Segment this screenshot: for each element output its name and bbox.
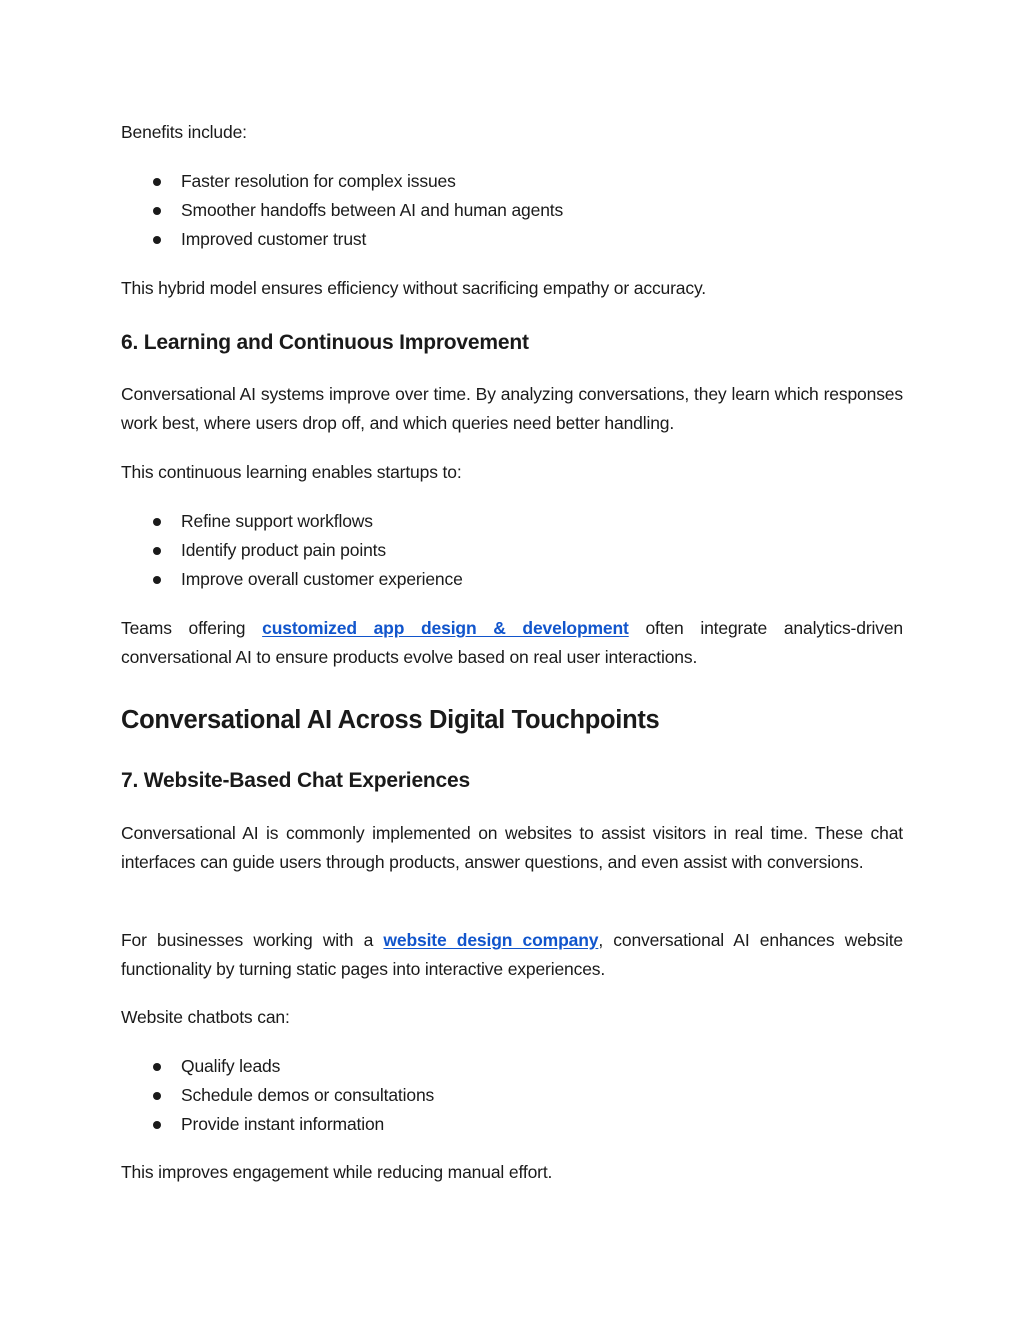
list-item: Improved customer trust	[121, 225, 903, 254]
bullet-icon	[153, 236, 161, 244]
list-item: Provide instant information	[121, 1110, 903, 1139]
section-6-list-intro: This continuous learning enables startups to:	[121, 462, 462, 482]
list-item: Schedule demos or consultations	[121, 1081, 903, 1110]
website-design-company-link[interactable]: website design company	[383, 930, 599, 950]
section-7-list	[121, 1052, 903, 1139]
main-heading: Conversational AI Across Digital Touchpoints	[121, 706, 660, 734]
section-7-paragraph: Conversational AI is commonly implemented on websites to assist visitors in real time. These chat interfaces can guide users through products, answer questions, and even assist with conversions.	[121, 823, 903, 872]
benefits-list	[121, 167, 903, 254]
list-item: Faster resolution for complex issues	[121, 167, 903, 196]
list-item: Refine support workflows	[121, 507, 903, 536]
hybrid-note: This hybrid model ensures efficiency without sacrificing empathy or accuracy.	[121, 278, 707, 298]
list-item: Qualify leads	[121, 1052, 903, 1081]
bullet-icon	[153, 1092, 161, 1100]
customized-app-design-link[interactable]: customized app design & development	[262, 618, 629, 638]
section-6-heading: 6. Learning and Continuous Improvement	[121, 331, 529, 354]
section-7-list-intro: Website chatbots can:	[121, 1007, 290, 1027]
bullet-icon	[153, 1121, 161, 1129]
section-6-list	[121, 507, 903, 594]
section-7-closing: This improves engagement while reducing manual effort.	[121, 1162, 553, 1182]
section-6-closing: Teams offering customized app design & development often integrate analytics-driven conversational AI to ensure products evolve based on real user interactions.	[121, 618, 903, 667]
bullet-icon	[153, 178, 161, 186]
bullet-icon	[153, 576, 161, 584]
list-item: Improve overall customer experience	[121, 565, 903, 594]
list-item: Identify product pain points	[121, 536, 903, 565]
list-item: Smoother handoffs between AI and human agents	[121, 196, 903, 225]
bullet-icon	[153, 518, 161, 526]
benefits-label: Benefits include:	[121, 122, 247, 142]
bullet-icon	[153, 547, 161, 555]
bullet-icon	[153, 1063, 161, 1071]
section-6-paragraph: Conversational AI systems improve over time. By analyzing conversations, they learn which responses work best, where users drop off, and which queries need better handling.	[121, 384, 903, 433]
section-7-business-paragraph: For businesses working with a website design company, conversational AI enhances website functionality by turning static pages into interactive experiences.	[121, 930, 903, 979]
bullet-icon	[153, 207, 161, 215]
section-7-heading: 7. Website-Based Chat Experiences	[121, 769, 470, 792]
